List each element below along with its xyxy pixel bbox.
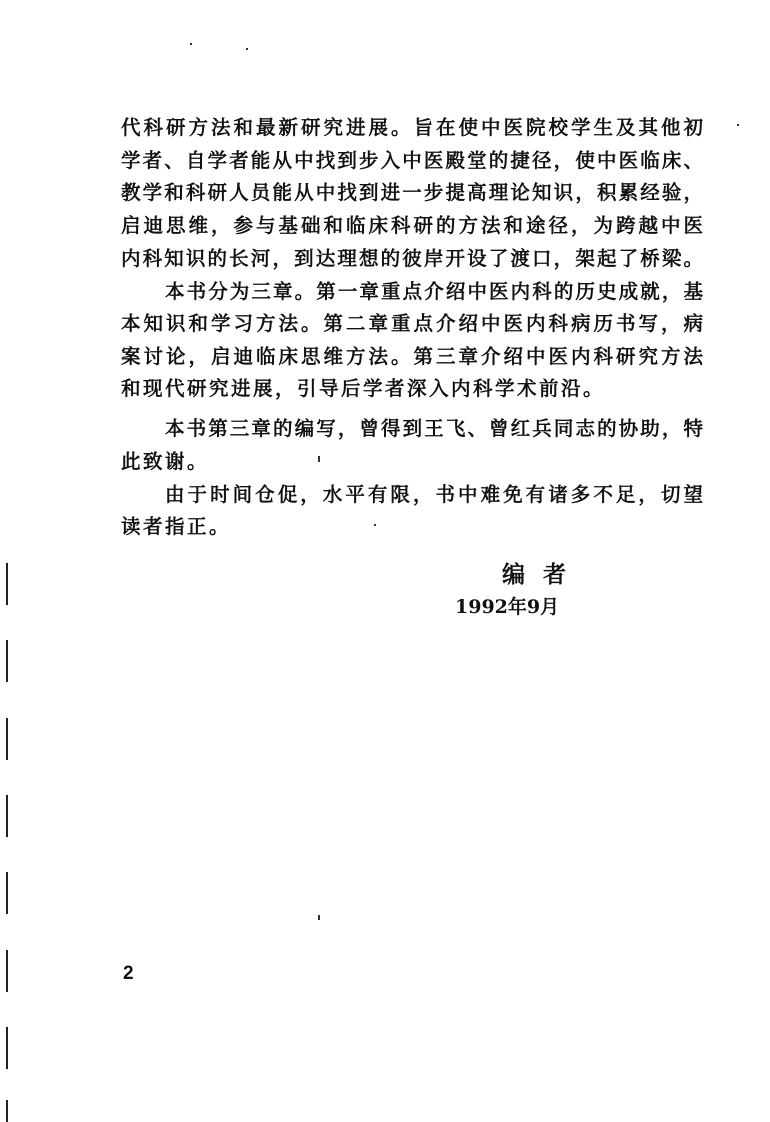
- text-line: 此致谢。: [121, 450, 210, 473]
- speck: [190, 43, 192, 45]
- speck: [318, 456, 320, 462]
- scan-line: [6, 718, 8, 760]
- text-line: 学者、自学者能从中找到步入中医殿堂的捷径，使中医临床、: [121, 149, 703, 172]
- text-line: 内科知识的长河，到达理想的彼岸开设了渡口，架起了桥梁。: [121, 247, 703, 270]
- scan-line: [6, 1027, 8, 1069]
- speck: [374, 524, 376, 526]
- text-line: 读者指正。: [121, 515, 232, 538]
- text-line: 教学和科研人员能从中找到进一步提高理论知识，积累经验，: [121, 181, 703, 204]
- signature: 编者: [502, 561, 584, 588]
- speck: [318, 915, 320, 920]
- scan-line: [6, 563, 8, 605]
- speck: [737, 124, 739, 126]
- page-number: 2: [123, 963, 134, 984]
- text-line: 由于时间仓促，水平有限，书中难免有诸多不足，切望: [165, 483, 703, 506]
- text-line: 本书第三章的编写，曾得到王飞、曾红兵同志的协助，特: [165, 417, 703, 440]
- text-line: 启迪思维，参与基础和临床科研的方法和途径，为跨越中医: [121, 214, 703, 237]
- speck: [246, 48, 248, 50]
- scan-line: [6, 640, 8, 682]
- text-line: 代科研方法和最新研究进展。旨在使中医院校学生及其他初: [121, 116, 703, 139]
- text-line: 案讨论，启迪临床思维方法。第三章介绍中医内科研究方法: [121, 345, 703, 368]
- text-line: 本书分为三章。第一章重点介绍中医内科的历史成就，基: [165, 280, 703, 303]
- text-line: 本知识和学习方法。第二章重点介绍中医内科病历书写，病: [121, 312, 703, 335]
- scan-line: [6, 950, 8, 992]
- scan-line: [6, 1100, 8, 1122]
- scan-line: [6, 872, 8, 914]
- text-line: 和现代研究进展，引导后学者深入内科学术前沿。: [121, 377, 606, 400]
- scan-line: [6, 795, 8, 837]
- date: 1992年9月: [455, 596, 560, 618]
